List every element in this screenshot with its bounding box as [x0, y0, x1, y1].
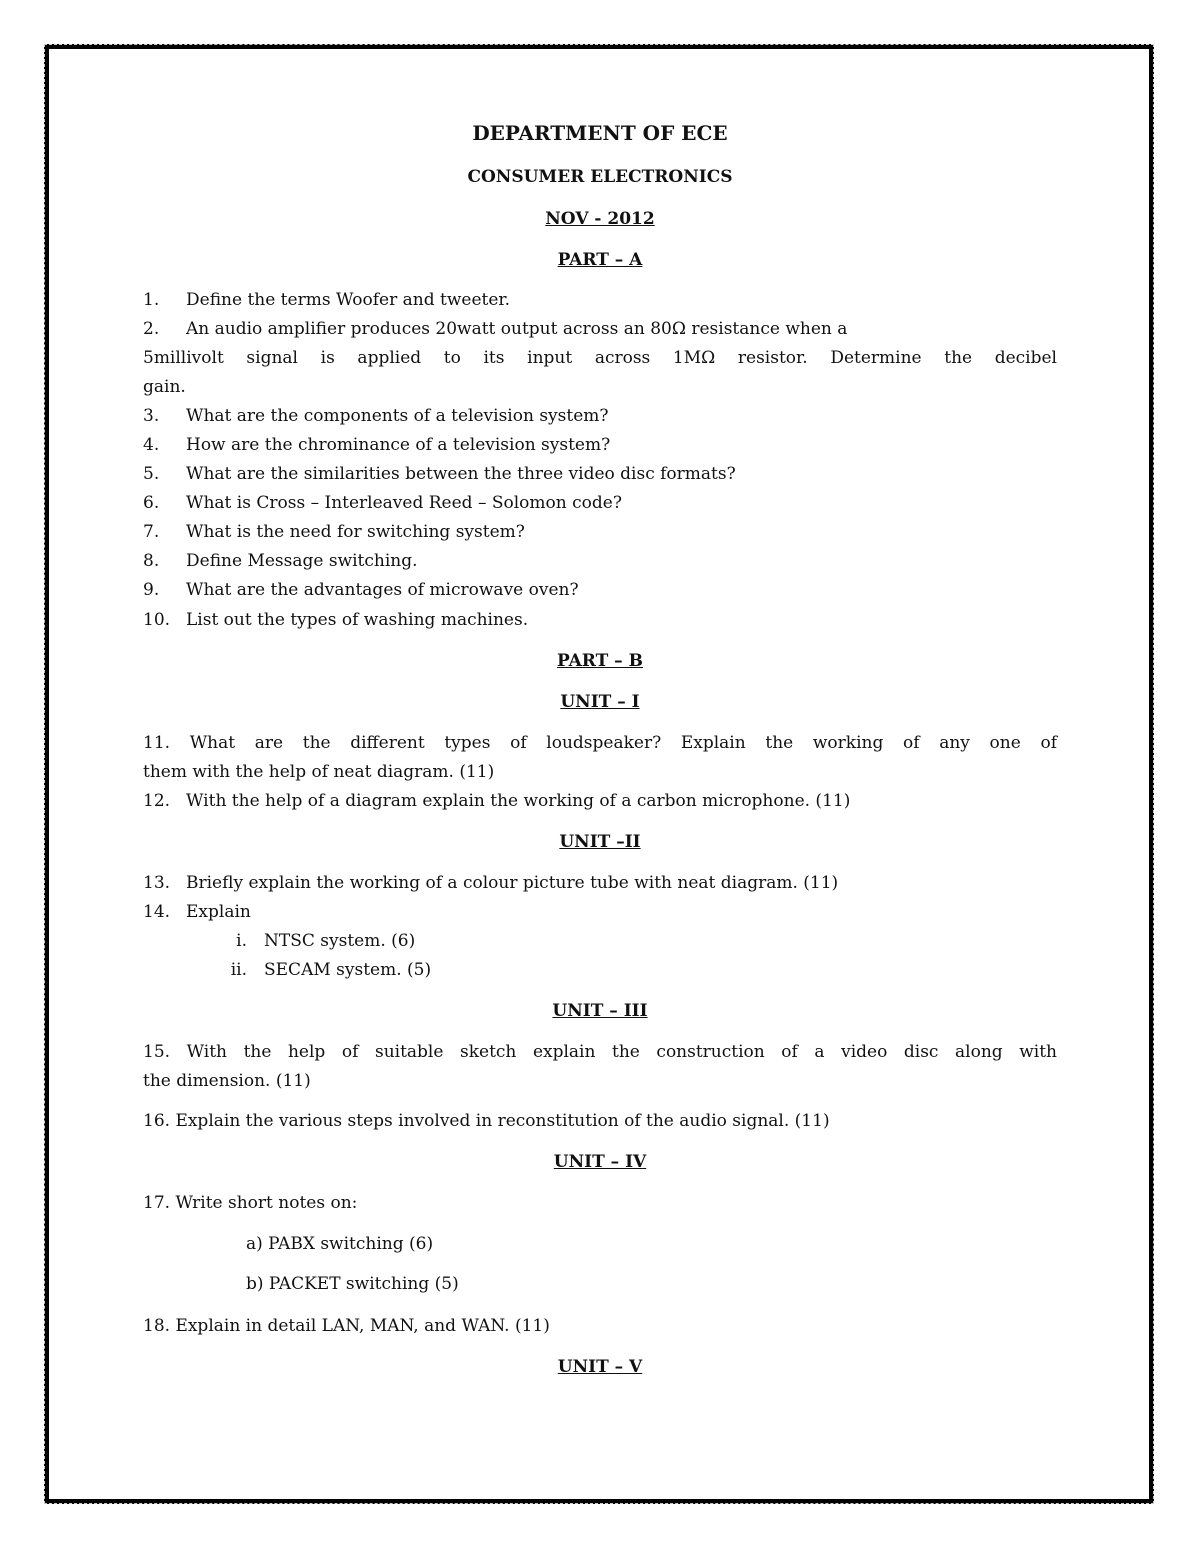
q-number: 14.	[143, 902, 171, 922]
part-b-heading: PART – B	[557, 651, 643, 671]
q-text: What is the need for switching system?	[186, 522, 525, 542]
exam-date: NOV - 2012	[545, 209, 655, 229]
part-a-heading: PART – A	[557, 250, 643, 270]
q-text: Explain	[186, 902, 251, 922]
unit-4-heading: UNIT – IV	[553, 1152, 647, 1172]
question-11-line-2: them with the help of neat diagram. (11)	[143, 762, 495, 782]
q-number: 5.	[143, 464, 160, 484]
q-text: Briefly explain the working of a colour picture tube with neat diagram. (11)	[186, 873, 839, 893]
q-text: An audio amplifier produces 20watt output across an 80Ω resistance when a	[186, 319, 848, 339]
unit-2-heading: UNIT –II	[559, 832, 641, 852]
question-10	[143, 609, 1057, 631]
department-title: DEPARTMENT OF ECE	[472, 121, 728, 145]
question-7	[143, 521, 1057, 543]
q-number: 1.	[143, 290, 160, 310]
question-9	[143, 579, 1057, 601]
question-3	[143, 405, 1057, 427]
question-4	[143, 434, 1057, 456]
question-18: 18. Explain in detail LAN, MAN, and WAN. (11)	[143, 1316, 550, 1336]
question-16: 16. Explain the various steps involved in reconstitution of the audio signal. (11)	[143, 1111, 830, 1131]
question-12	[143, 790, 1057, 812]
q-number: ii.	[230, 960, 247, 980]
unit-5-heading: UNIT – V	[557, 1357, 643, 1377]
unit-3-heading: UNIT – III	[552, 1001, 648, 1021]
q-number: 6.	[143, 493, 160, 513]
question-14-i	[186, 930, 1100, 952]
q-text: What is Cross – Interleaved Reed – Solomon code?	[186, 493, 622, 513]
question-15: 15. With the help of suitable sketch explain the construction of a video disc along with	[143, 1042, 1057, 1062]
q-number: i.	[236, 931, 247, 951]
q-text: How are the chrominance of a television system?	[186, 435, 611, 455]
q-text: List out the types of washing machines.	[186, 610, 529, 630]
question-8	[143, 550, 1057, 572]
question-14-ii	[186, 959, 1100, 981]
q-number: 7.	[143, 522, 160, 542]
q-number: 3.	[143, 406, 160, 426]
question-5	[143, 463, 1057, 485]
q-text: Define the terms Woofer and tweeter.	[186, 290, 511, 310]
q-text: Define Message switching.	[186, 551, 418, 571]
q-number: 8.	[143, 551, 160, 571]
q-number: 9.	[143, 580, 160, 600]
question-17: 17. Write short notes on:	[143, 1193, 358, 1213]
q-number: 13.	[143, 873, 171, 893]
unit-1-heading: UNIT – I	[560, 692, 640, 712]
q-text: With the help of a diagram explain the working of a carbon microphone. (11)	[186, 791, 851, 811]
q-number: 4.	[143, 435, 160, 455]
q-text: What are the components of a television system?	[186, 406, 609, 426]
question-17-b: b) PACKET switching (5)	[246, 1274, 459, 1294]
q-text: What are the similarities between the three video disc formats?	[186, 464, 736, 484]
question-14	[143, 901, 1057, 923]
question-11: 11. What are the different types of loudspeaker? Explain the working of any one of	[143, 733, 1057, 753]
question-6	[143, 492, 1057, 514]
subject-title: CONSUMER ELECTRONICS	[467, 167, 733, 187]
question-1	[143, 289, 1057, 311]
q-text: What are the advantages of microwave oven?	[186, 580, 579, 600]
q-number: 10.	[143, 610, 171, 630]
question-17-a: a) PABX switching (6)	[246, 1234, 434, 1254]
q-text: SECAM system. (5)	[264, 960, 432, 980]
q-number: 2.	[143, 319, 160, 339]
question-13	[143, 872, 1057, 894]
question-2-line-2: 5millivolt signal is applied to its input across 1MΩ resistor. Determine the decibel	[143, 348, 1057, 368]
q-text: NTSC system. (6)	[264, 931, 416, 951]
question-2	[143, 318, 1057, 340]
q-number: 12.	[143, 791, 171, 811]
question-15-line-2: the dimension. (11)	[143, 1071, 311, 1091]
question-2-line-3: gain.	[143, 377, 186, 397]
